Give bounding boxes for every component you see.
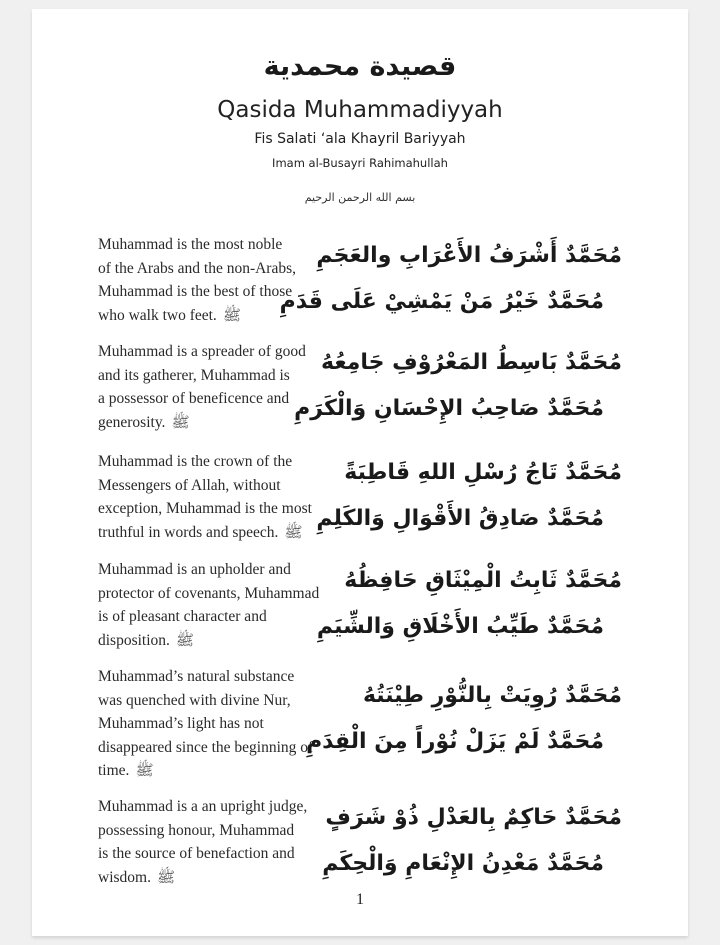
verse-english-line: Muhammad is a spreader of good — [98, 343, 306, 360]
verse-arabic-line: مُحَمَّدٌ أَشْرَفُ الأَعْرَابِ والعَجَمِ — [316, 243, 622, 268]
verse-english-line: time. — [98, 762, 130, 779]
verse-english-line: truthful in words and speech. — [98, 523, 279, 541]
verse-arabic-line: مُحَمَّدٌ رُوِيَتْ بِالنُّوْرِ طِيْنَتُهُ — [362, 683, 622, 708]
verse-english-line: generosity. — [98, 413, 166, 431]
subtitle: Fis Salati ‘ala Khayril Bariyyah — [254, 131, 466, 147]
verse-arabic-line: مُحَمَّدٌ طَيِّبُ الأَخْلَاقِ وَالشِّيَمِ — [316, 614, 604, 639]
verse-english-line: Muhammad is a an upright judge, — [98, 798, 308, 815]
salawat-icon: ﷺ — [135, 761, 154, 779]
author: Imam al-Busayri Rahimahullah — [272, 156, 448, 170]
verse-english-line: Muhammad is an upholder and — [98, 561, 291, 578]
verse-english-line: of the Arabs and the non-Arabs, — [98, 259, 297, 277]
verse-arabic — [279, 233, 622, 325]
verse-arabic — [294, 340, 622, 432]
salawat-icon: ﷺ — [175, 630, 195, 649]
verse-english-line: is of pleasant character and — [98, 608, 267, 625]
verse-arabic — [316, 450, 622, 542]
verse-arabic — [322, 795, 622, 887]
verse-arabic-line: مُحَمَّدٌ صَادِقُ الأَقْوَالِ وَالكَلِمِ — [316, 506, 604, 531]
salawat-icon: ﷺ — [284, 522, 303, 541]
verse-arabic-line: مُحَمَّدٌ صَاحِبُ الإِحْسَانِ وَالْكَرَمِ — [294, 396, 604, 421]
verse-english-line: Muhammad is the best of those — [98, 283, 293, 300]
page-number: 1 — [356, 891, 364, 908]
verse-arabic-line: مُحَمَّدٌ مَعْدِنُ الإِنْعَامِ وَالْحِكَمِ — [322, 851, 604, 876]
verse-english-line: possessing honour, Muhammad — [98, 821, 295, 839]
verse-english-line: wisdom. — [98, 868, 151, 886]
document-page — [32, 9, 688, 936]
verse-english-line: Muhammad’s natural substance — [98, 668, 295, 685]
verse-arabic-line: مُحَمَّدٌ ثَابِتُ الْمِيْثَاقِ حَافِظُهُ — [344, 568, 622, 593]
basmala: بسم الله الرحمن الرحيم — [304, 191, 416, 204]
verse-english-line: Muhammad is the crown of the — [98, 453, 293, 470]
verse-english-line: and its gatherer, Muhammad is — [98, 366, 290, 384]
verse-english-line: disappeared since the beginning of — [98, 738, 314, 756]
verse-english-line: Messengers of Allah, without — [98, 476, 281, 494]
verse-arabic — [306, 673, 622, 765]
verse-arabic-line: مُحَمَّدٌ لَمْ يَزَلْ نُوْراً مِنَ الْقِدَمِ — [306, 729, 604, 754]
verse-arabic-line: مُحَمَّدٌ تَاجُ رُسْلِ اللهِ قَاطِبَةً — [344, 460, 622, 485]
verse-english-line: is the source of benefaction and — [98, 845, 295, 862]
verse-english-line: who walk two feet. — [98, 306, 217, 324]
verse-english-line: a possessor of beneficence and — [98, 390, 290, 407]
verse-english-line: Muhammad’s light has not — [98, 715, 264, 732]
salawat-icon: ﷺ — [156, 867, 176, 886]
verse-english-line: exception, Muhammad is the most — [98, 500, 312, 517]
arabic-title: قصيدة محمدية — [263, 51, 457, 82]
verse-english-line: Muhammad is the most noble — [98, 236, 283, 253]
verse-english-line: protector of covenants, Muhammad — [98, 584, 320, 602]
verse-arabic-line: مُحَمَّدٌ خَيْرُ مَنْ يَمْشِيْ عَلَى قَدَمِ — [279, 289, 604, 314]
verse-arabic-line: مُحَمَّدٌ حَاكِمٌ بِالعَدْلِ ذُوْ شَرَفٍ — [325, 805, 622, 830]
verse-arabic — [316, 558, 622, 650]
salawat-icon: ﷺ — [222, 305, 241, 324]
salawat-icon: ﷺ — [171, 412, 190, 431]
page-title: Qasida Muhammadiyyah — [217, 97, 503, 123]
verse-arabic-line: مُحَمَّدٌ بَاسِطُ المَعْرُوْفِ جَامِعُهُ — [320, 350, 622, 375]
verse-english-line: disposition. — [98, 631, 170, 649]
verse-english-line: was quenched with divine Nur, — [98, 691, 291, 709]
